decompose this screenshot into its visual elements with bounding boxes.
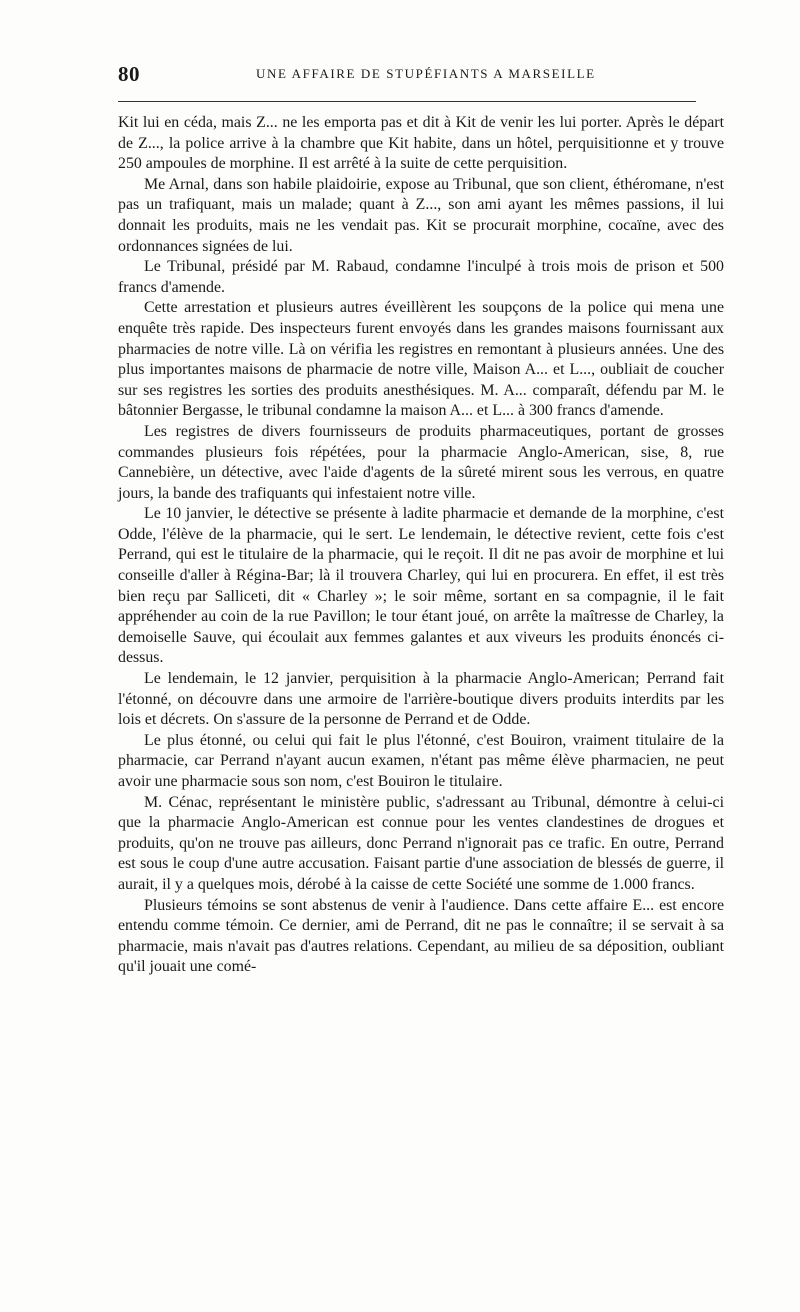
page-number: 80 — [118, 62, 140, 86]
paragraph: Les registres de divers fournisseurs de produits pharmaceutiques, portant de grosses commandes plusieurs fois répétées, pour la pharmacie Anglo-American, sise, 8, rue Cannebière, un détective, avec l'aide d'agents de la sûreté mirent sous les verrous, en quatre jours, la bande des trafiquants qui infestaient notre ville. — [118, 422, 724, 502]
paragraph: Me Arnal, dans son habile plaidoirie, expose au Tribunal, que son client, éthéromane, n'est pas un trafiquant, mais un malade; quant à Z..., son ami ayant les mêmes passions, il lui donnait les produits, mais ne les vendait pas. Kit se procurait morphine, cocaïne, avec des ordonnances signées de lui. — [118, 175, 724, 255]
paragraph: Plusieurs témoins se sont abstenus de venir à l'audience. Dans cette affaire E... est encore entendu comme témoin. Ce dernier, ami de Perrand, dit ne pas le connaître; il se servait à sa pharmacie, mais n'avait pas d'autres relations. Cependant, au milieu de sa déposition, oubliant qu'il jouait une comé- — [118, 896, 724, 976]
running-title: UNE AFFAIRE DE STUPÉFIANTS A MARSEILLE — [256, 66, 596, 81]
paragraph: M. Cénac, représentant le ministère public, s'adressant au Tribunal, démontre à celui-ci que la pharmacie Anglo-American est connue pour les ventes clandestines de drogues et produits, qu'on ne trouve pas ailleurs, donc Perrand n'ignorait pas ce trafic. En outre, Perrand est sous le coup d'une autre accusation. Faisant partie d'une association de blessés de guerre, il aurait, il y a quelques mois, dérobé à la caisse de cette Société une somme de 1.000 francs. — [118, 793, 724, 893]
paragraph: Le lendemain, le 12 janvier, perquisition à la pharmacie Anglo-American; Perrand fait l'étonné, on découvre dans une armoire de l'arrière-boutique divers produits interdits par les lois et décrets. On s'assure de la personne de Perrand et de Odde. — [118, 670, 724, 729]
header-rule — [118, 101, 696, 102]
paragraph: Le Tribunal, présidé par M. Rabaud, condamne l'inculpé à trois mois de prison et 500 francs d'amende. — [118, 258, 724, 296]
paragraph: Le plus étonné, ou celui qui fait le plus l'étonné, c'est Bouiron, vraiment titulaire de la pharmacie, car Perrand n'ayant aucun examen, n'étant pas même élève pharmacien, ne peut avoir une pharmacie sous son nom, c'est Bouiron le titulaire. — [118, 731, 724, 790]
paragraph: Cette arrestation et plusieurs autres éveillèrent les soupçons de la police qui mena une enquête très rapide. Des inspecteurs furent envoyés dans les grandes maisons fournissant aux pharmacies de notre ville. Là on vérifia les registres en remontant à plusieurs années. Une des plus importantes maisons de pharmacie de notre ville, Maison A... et L..., oubliait de coucher sur ses registres les sorties des produits anesthésiques. M. A... comparaît, défendu par M. le bâtonnier Bergasse, le tribunal condamne la maison A... et L... à 300 francs d'amende. — [118, 299, 724, 420]
body-text — [118, 113, 724, 978]
page-header — [118, 62, 698, 88]
paragraph: Kit lui en céda, mais Z... ne les emporta pas et dit à Kit de venir les lui porter. Après le départ de Z..., la police arrive à la chambre que Kit habite, dans un hôtel, perquisitionne et y trouve 250 ampoules de morphine. Il est arrêté à la suite de cette perquisition. — [118, 114, 724, 173]
paragraph: Le 10 janvier, le détective se présente à ladite pharmacie et demande de la morphine, c'est Odde, l'élève de la pharmacie, qui le sert. Le lendemain, le détective revient, cette fois c'est Perrand, qui est le titulaire de la pharmacie, qui le reçoit. Il dit ne pas avoir de morphine et lui conseille d'aller à Régina-Bar; là il trouvera Charley, qui lui en procurera. En effet, il est très bien reçu par Salliceti, dit « Charley »; le soir même, sortant en sa compagnie, il le fait appréhender au coin de la rue Pavillon; le tour étant joué, on arrête la maîtresse de Charley, la demoiselle Sauve, qui écoulait aux femmes galantes et aux viveurs les produits énoncés ci-dessus. — [118, 505, 724, 667]
